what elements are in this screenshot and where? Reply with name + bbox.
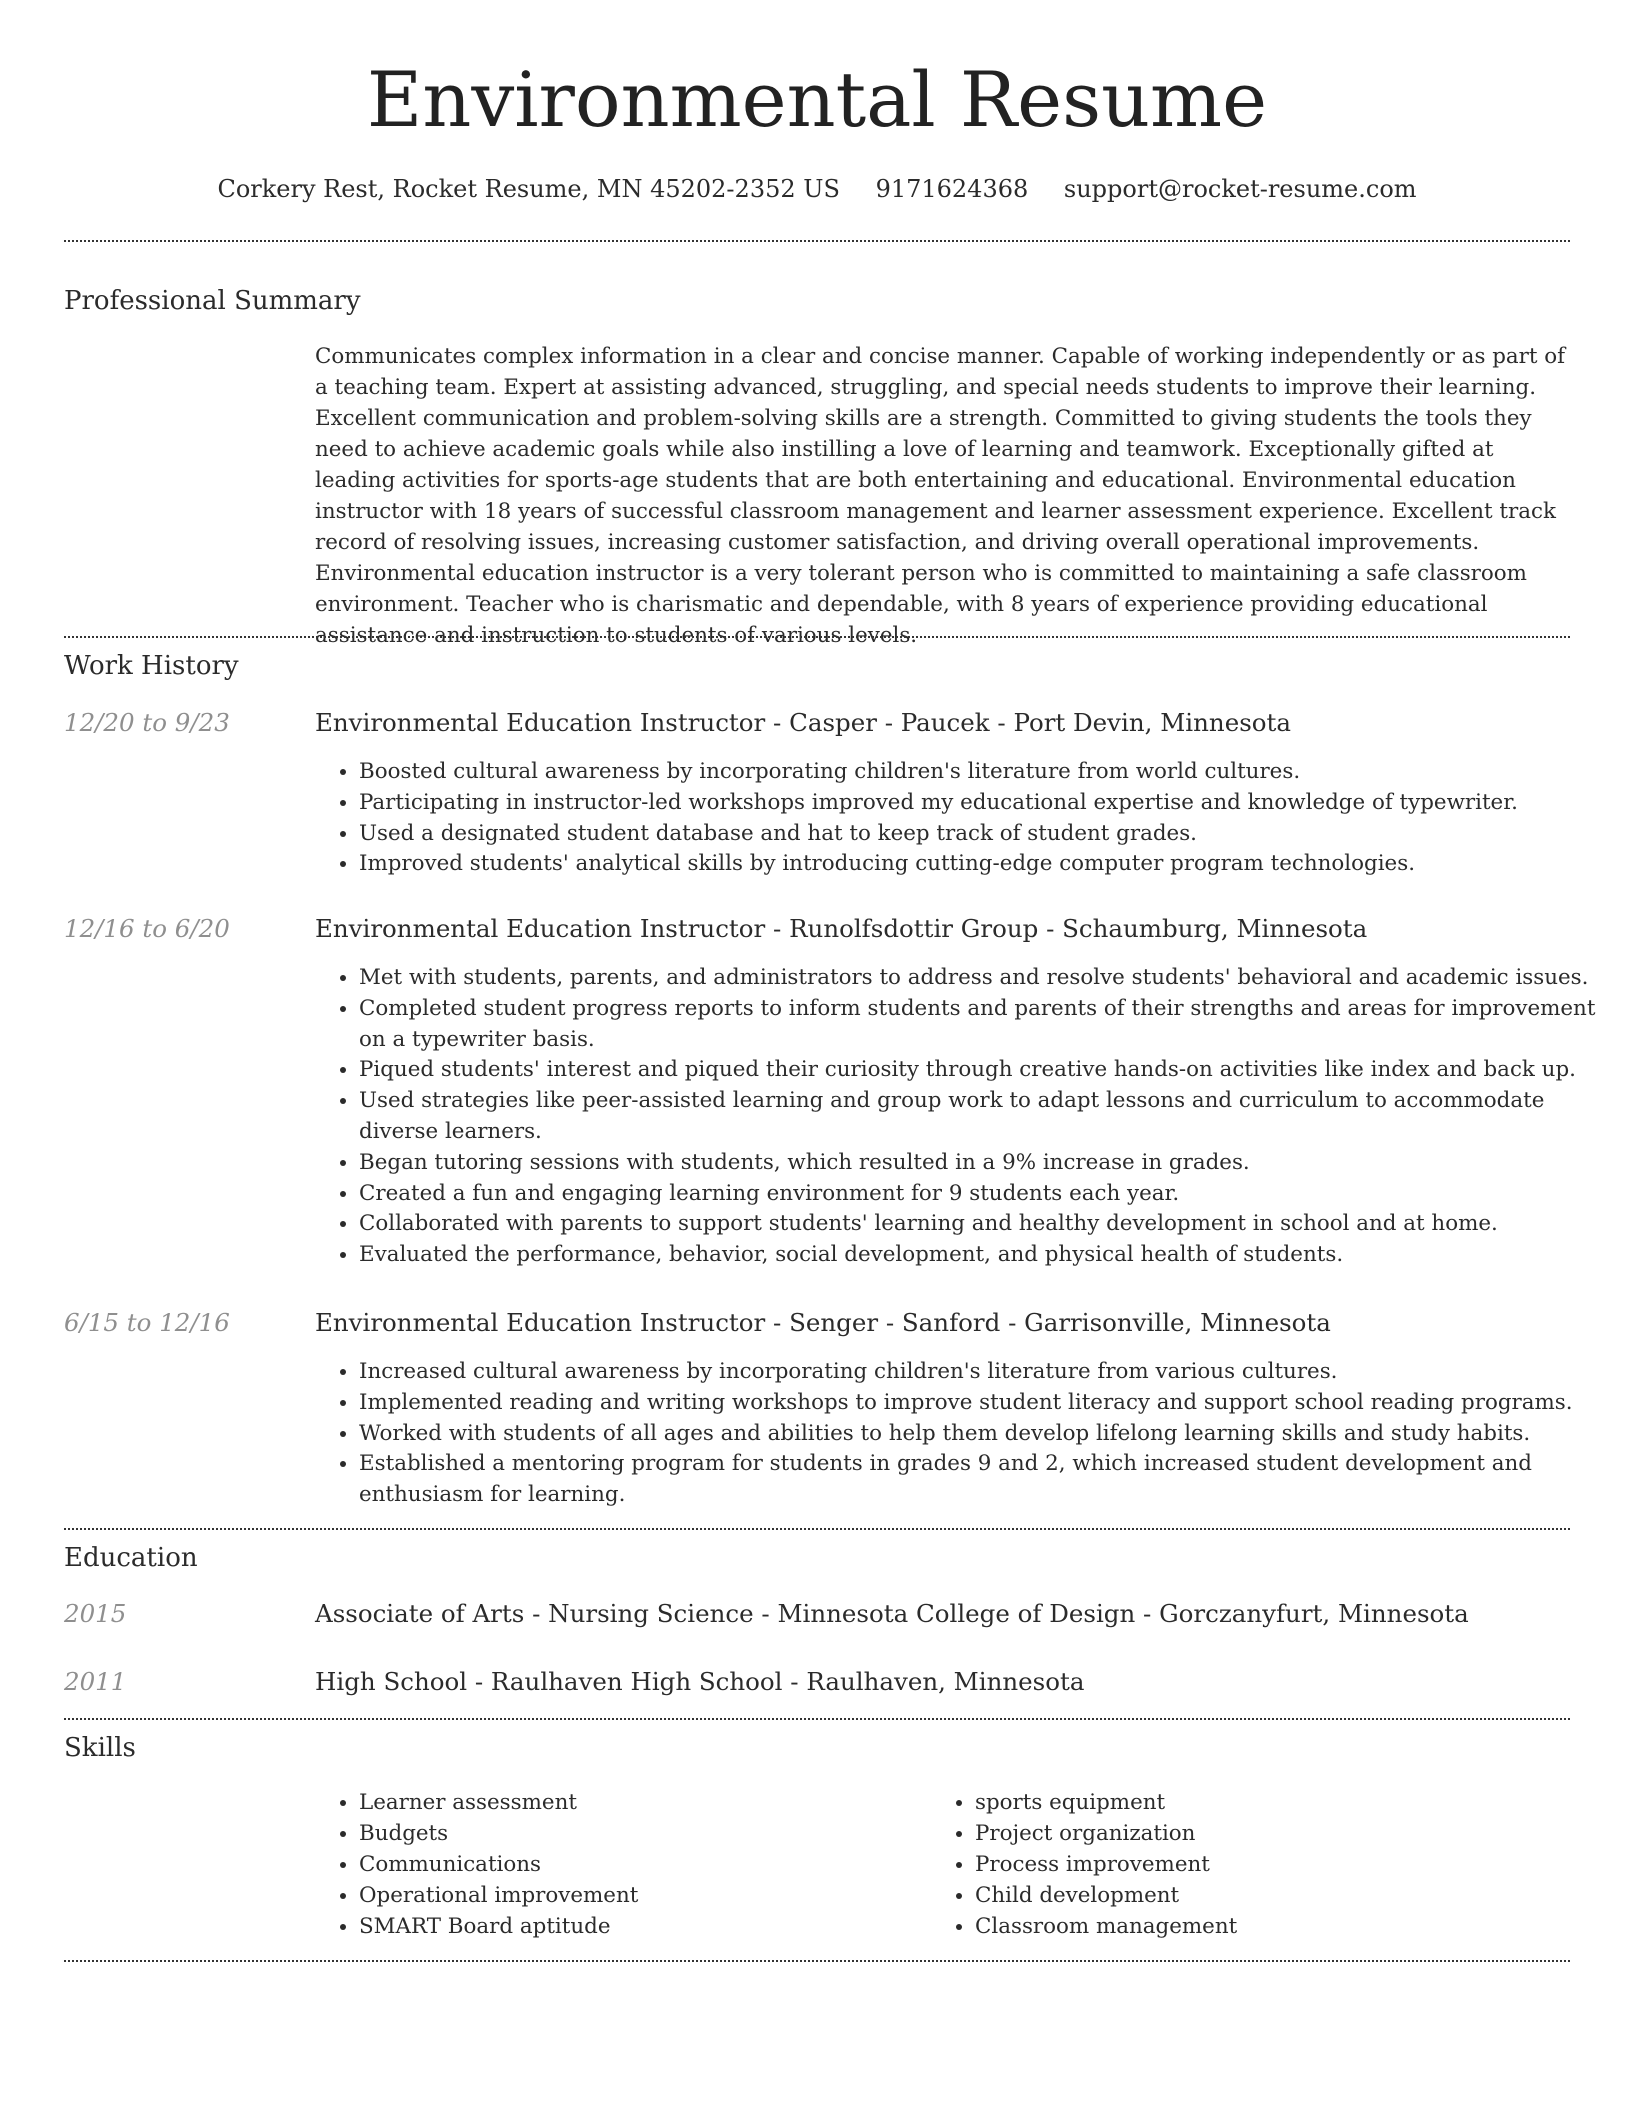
skills-list-left [315, 1787, 919, 1942]
education-entry: Associate of Arts - Nursing Science - Minnesota College of Design - Gorczanyfurt, Minnesota [315, 1599, 1469, 1628]
skill-item: • Classroom management [975, 1911, 1535, 1942]
skill-item: • Child development [975, 1880, 1535, 1911]
skill-item: • Operational improvement [359, 1880, 919, 1911]
resume-name: Environmental Resume [366, 55, 1268, 144]
job-bullet: • Created a fun and engaging learning environment for 9 students each year. [359, 1179, 1614, 1210]
contact-line [64, 172, 1570, 206]
divider [64, 1960, 1570, 1962]
job-title: Environmental Education Instructor - Runolfsdottir Group - Schaumburg, Minnesota [315, 914, 1368, 943]
skill-item: • sports equipment [975, 1787, 1535, 1818]
education-year: 2011 [64, 1667, 127, 1696]
skill-item: • SMART Board aptitude [359, 1911, 919, 1942]
job-bullet: • Met with students, parents, and administrators to address and resolve students' behavioral and academic issues. [359, 963, 1614, 994]
job-bullet: • Increased cultural awareness by incorporating children's literature from various cultures. [359, 1357, 1614, 1388]
job-bullet: • Used strategies like peer-assisted learning and group work to adapt lessons and curriculum to accommodate diverse learners. [359, 1086, 1614, 1148]
job-bullet: • Improved students' analytical skills by introducing cutting-edge computer program technologies. [359, 849, 1614, 880]
skill-item: • Communications [359, 1849, 919, 1880]
skill-item: • Process improvement [975, 1849, 1535, 1880]
job-bullet: • Established a mentoring program for students in grades 9 and 2, which increased student development and enthusiasm for learning. [359, 1449, 1614, 1511]
section-title-summary: Professional Summary [64, 286, 361, 316]
job-dates: 6/15 to 12/16 [64, 1308, 230, 1337]
education-entry: High School - Raulhaven High School - Raulhaven, Minnesota [315, 1667, 1085, 1696]
job-dates: 12/20 to 9/23 [64, 708, 230, 737]
job-bullet: • Participating in instructor-led workshops improved my educational expertise and knowledge of typewriter. [359, 788, 1614, 819]
skill-item: • Learner assessment [359, 1787, 919, 1818]
divider [64, 240, 1570, 242]
job-bullet: • Boosted cultural awareness by incorporating children's literature from world cultures. [359, 757, 1614, 788]
job-bullet: • Implemented reading and writing workshops to improve student literacy and support school reading programs. [359, 1388, 1614, 1419]
section-title-work: Work History [64, 651, 239, 681]
job-bullets [315, 757, 1614, 880]
contact-email: support@rocket-resume.com [1063, 175, 1417, 203]
skill-item: • Budgets [359, 1818, 919, 1849]
skill-item: • Project organization [975, 1818, 1535, 1849]
job-bullet: • Evaluated the performance, behavior, social development, and physical health of students. [359, 1240, 1614, 1271]
job-bullet: • Collaborated with parents to support students' learning and healthy development in school and at home. [359, 1209, 1614, 1240]
summary-text: Communicates complex information in a clear and concise manner. Capable of working independently or as part of a teaching team. Expert at assisting advanced, struggling, and special needs students to improve their learning. Excellent communication and problem-solving skills are a strength. Committed to giving students the tools they need to achieve academic goals while also instilling a love of learning and teamwork. Exceptionally gifted at leading activities for sports-age students that are both entertaining and educational. Environmental education instructor with 18 years of successful classroom management and learner assessment experience. Excellent track record of resolving issues, increasing customer satisfaction, and driving overall operational improvements. Environmental education instructor is a very tolerant person who is committed to maintaining a safe classroom environment. Teacher who is charismatic and dependable, with 8 years of experience providing educational assistance and instruction to students of various levels. [315, 344, 1566, 648]
job-dates: 12/16 to 6/20 [64, 914, 230, 943]
job-title: Environmental Education Instructor - Senger - Sanford - Garrisonville, Minnesota [315, 1308, 1331, 1337]
job-bullet: • Completed student progress reports to inform students and parents of their strengths and areas for improvement on a typewriter basis. [359, 994, 1614, 1056]
job-bullet: • Began tutoring sessions with students, which resulted in a 9% increase in grades. [359, 1148, 1614, 1179]
job-bullets [315, 1357, 1614, 1511]
job-bullet: • Worked with students of all ages and abilities to help them develop lifelong learning skills and study habits. [359, 1419, 1614, 1450]
contact-address: Corkery Rest, Rocket Resume, MN 45202-2352 US [217, 175, 840, 203]
job-bullet: • Used a designated student database and hat to keep track of student grades. [359, 819, 1614, 850]
contact-phone: 9171624368 [875, 175, 1029, 203]
job-title: Environmental Education Instructor - Casper - Paucek - Port Devin, Minnesota [315, 708, 1291, 737]
job-bullets [315, 963, 1614, 1271]
divider [64, 1718, 1570, 1720]
section-title-education: Education [64, 1543, 198, 1573]
section-title-skills: Skills [64, 1733, 136, 1763]
divider [64, 636, 1570, 638]
divider [64, 1528, 1570, 1530]
education-year: 2015 [64, 1599, 127, 1628]
skills-list-right [931, 1787, 1535, 1942]
job-bullet: • Piqued students' interest and piqued their curiosity through creative hands-on activities like index and back up. [359, 1055, 1614, 1086]
